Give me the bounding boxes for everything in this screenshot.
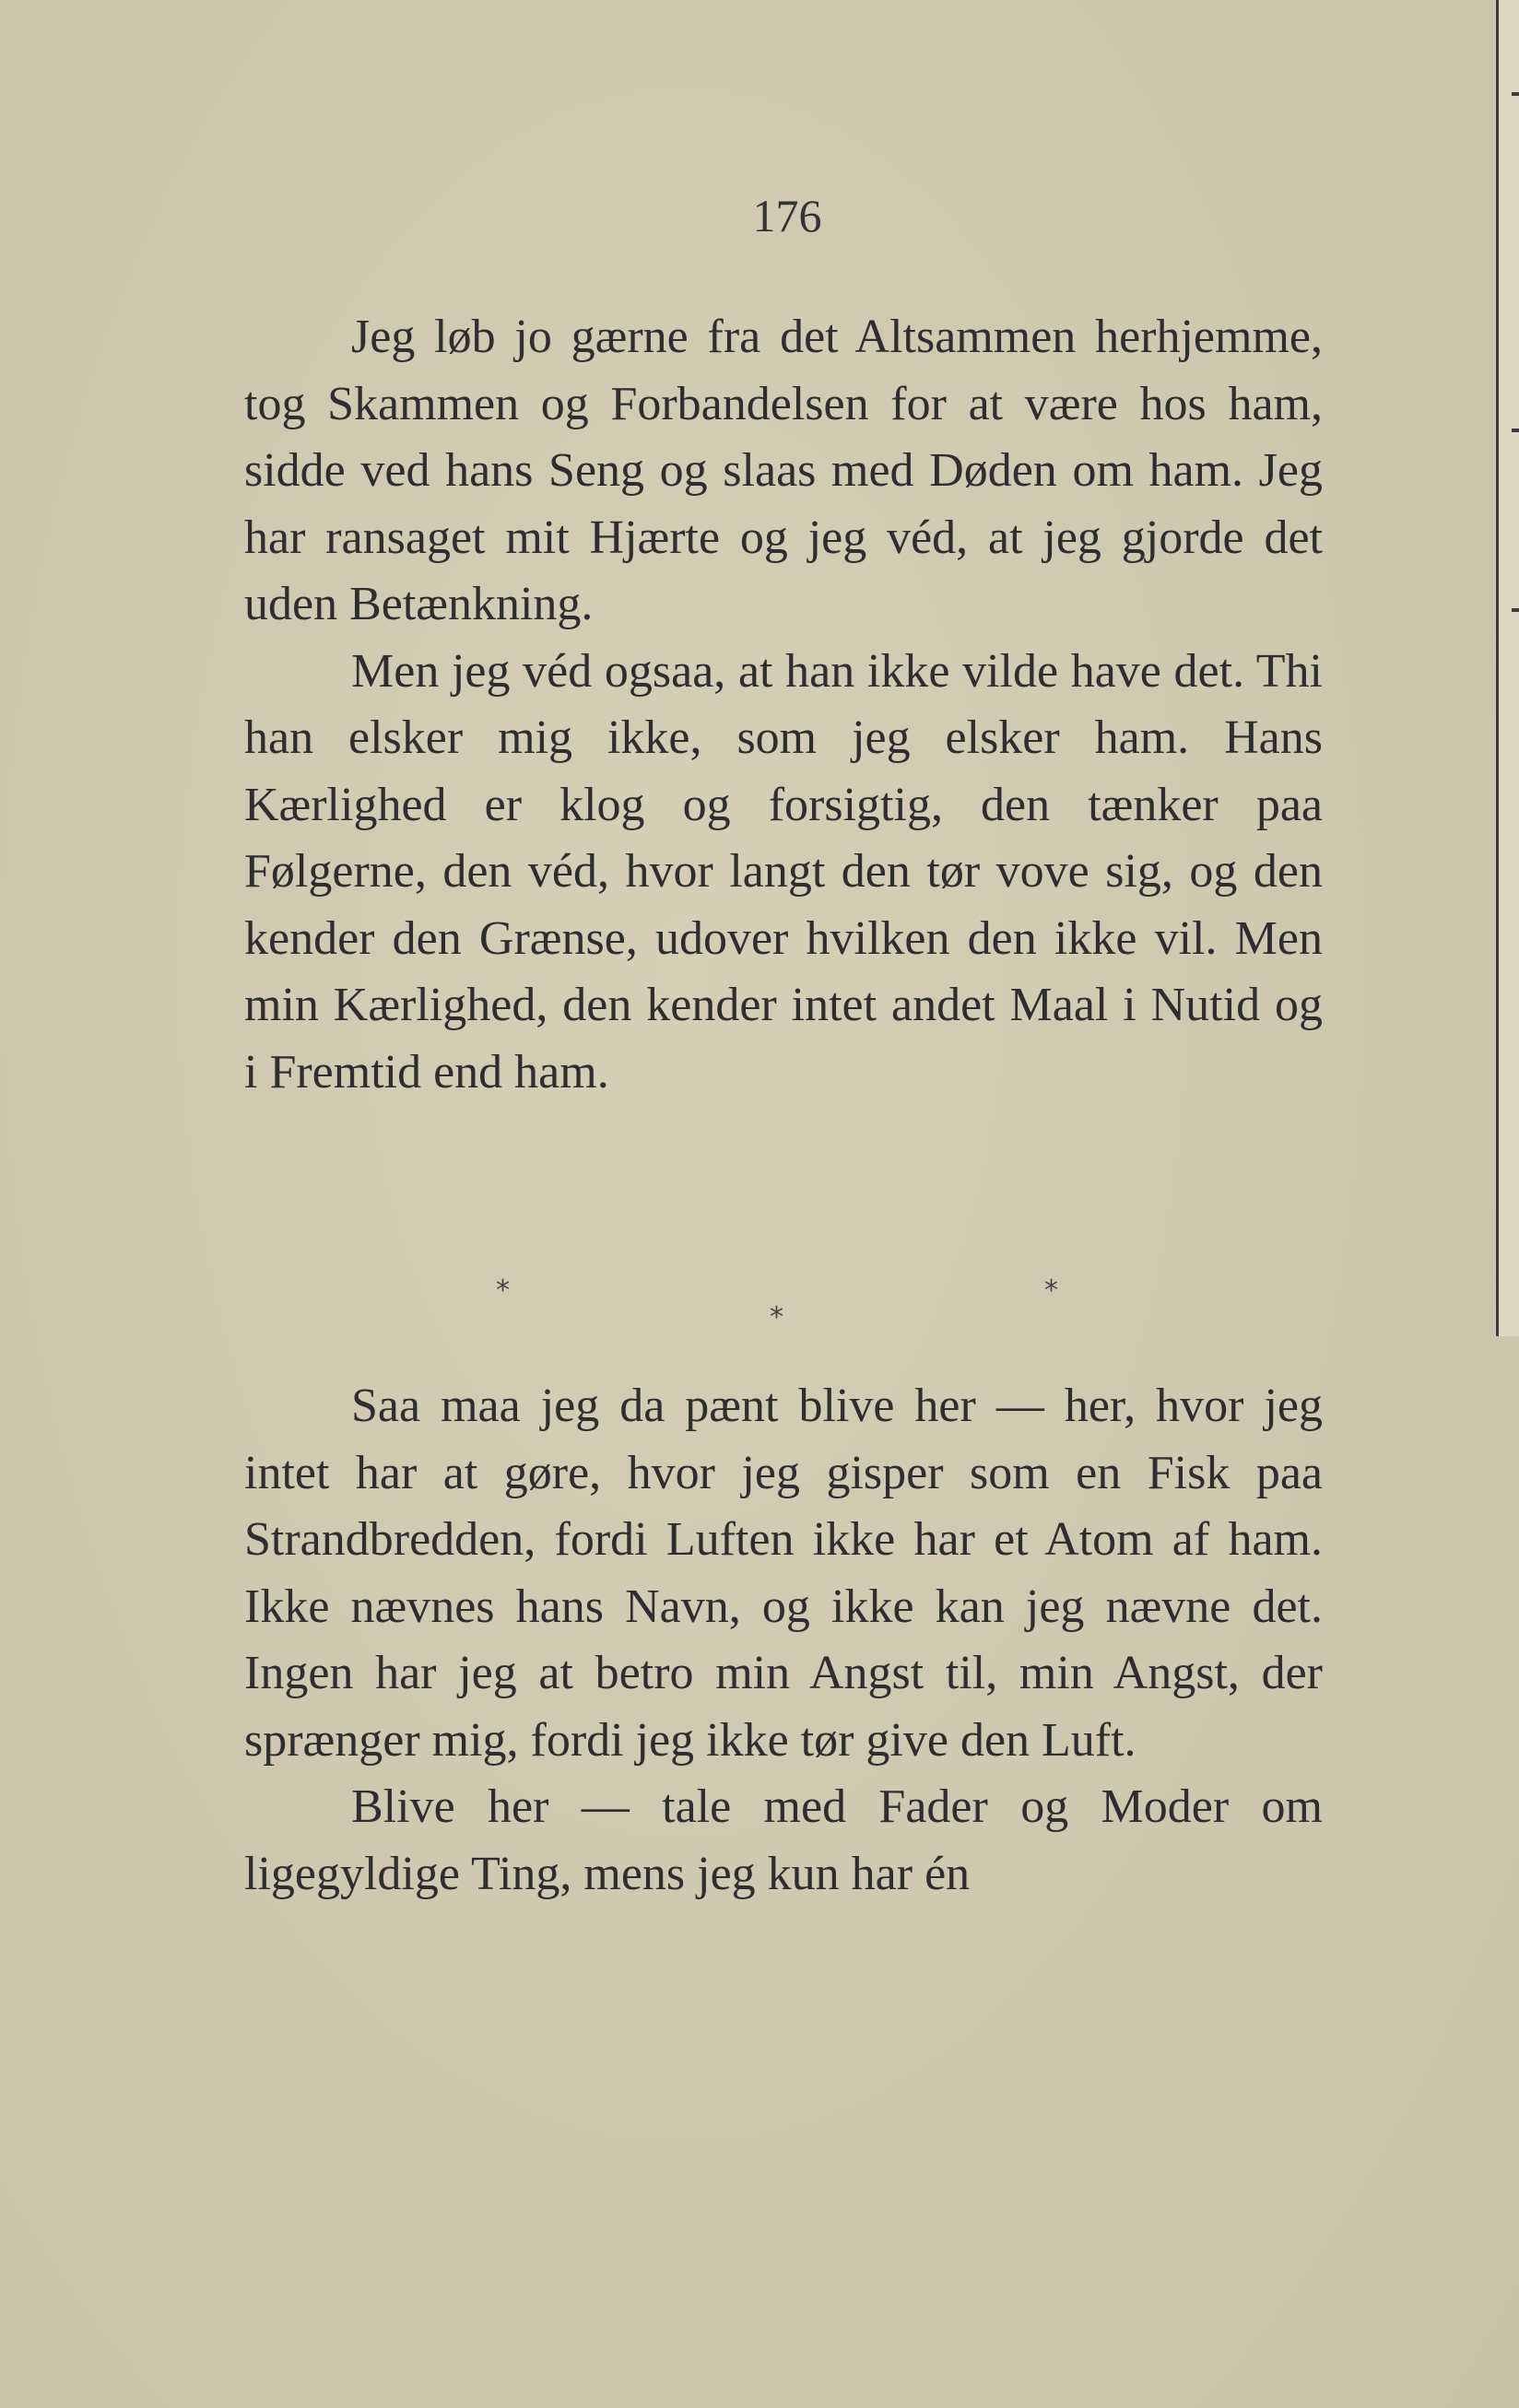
page-number: 176 (752, 190, 822, 241)
asterism-star: * (770, 1301, 783, 1333)
text-section-1 (244, 304, 1323, 1106)
text-section-2 (244, 1373, 1323, 1908)
edge-mark (1512, 608, 1519, 612)
asterism-star: * (1044, 1274, 1058, 1307)
paragraph: Men jeg véd ogsaa, at han ikke vilde have det. Thi han elsker mig ikke, som jeg elsker ham. Hans Kærlighed er klog og forsigtig, den tænker paa Følgerne, den véd, hvor langt den tør vove sig, og den kender den Grænse, udover hvilken den ikke vil. Men min Kærlighed, den kender intet andet Maal i Nutid og i Fremtid end ham. (244, 644, 1323, 1098)
edge-mark (1512, 92, 1519, 96)
paragraph: Saa maa jeg da pænt blive her — her, hvor jeg intet har at gøre, hvor jeg gisper som en Fisk paa Strandbredden, fordi Luften ikke har et Atom af ham. Ikke nævnes hans Navn, og ikke kan jeg nævne det. Ingen har jeg at betro min Angst til, min Angst, der sprænger mig, fordi jeg ikke tør give den Luft. (244, 1380, 1323, 1767)
edge-mark (1512, 429, 1519, 432)
asterism-star: * (496, 1274, 510, 1307)
paragraph: Jeg løb jo gærne fra det Altsammen herhjemme, tog Skammen og Forbandelsen for at være hos ham, sidde ved hans Seng og slaas med Døden om ham. Jeg har ransaget mit Hjærte og jeg véd, at jeg gjorde det uden Betænkning. (244, 311, 1323, 630)
paragraph: Blive her — tale med Fader og Moder om ligegyldige Ting, mens jeg kun har én (244, 1780, 1323, 1900)
